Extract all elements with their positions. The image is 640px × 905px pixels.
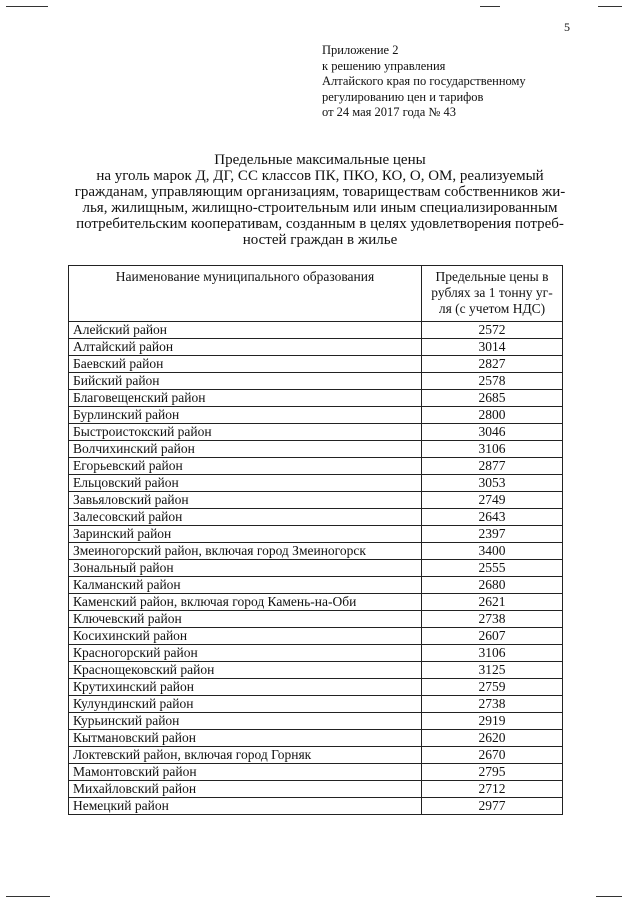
municipality-name: Кытмановский район	[69, 730, 422, 747]
max-price: 2795	[422, 764, 563, 781]
municipality-name: Благовещенский район	[69, 390, 422, 407]
table-row	[69, 679, 563, 696]
max-price: 3400	[422, 543, 563, 560]
max-price: 2759	[422, 679, 563, 696]
max-price: 2712	[422, 781, 563, 798]
municipality-name: Алтайский район	[69, 339, 422, 356]
municipality-name: Быстроистокский район	[69, 424, 422, 441]
appendix-header	[322, 43, 526, 121]
title-line: гражданам, управляющим организациям, товариществам собственников жи-	[74, 184, 566, 200]
title-line: ностей граждан в жилье	[242, 232, 398, 248]
municipality-name: Калманский район	[69, 577, 422, 594]
appendix-line: Алтайского края по государственному	[322, 74, 526, 88]
price-table-body	[69, 322, 563, 815]
municipality-name: Кулундинский район	[69, 696, 422, 713]
municipality-name: Немецкий район	[69, 798, 422, 815]
municipality-name: Бурлинский район	[69, 407, 422, 424]
max-price: 2977	[422, 798, 563, 815]
max-price: 3014	[422, 339, 563, 356]
municipality-name: Завьяловский район	[69, 492, 422, 509]
scan-edge-mark	[598, 6, 622, 7]
municipality-name: Краснощековский район	[69, 662, 422, 679]
appendix-line: от 24 мая 2017 года № 43	[322, 105, 456, 119]
municipality-name: Ельцовский район	[69, 475, 422, 492]
table-row	[69, 594, 563, 611]
municipality-name: Мамонтовский район	[69, 764, 422, 781]
max-price: 2578	[422, 373, 563, 390]
municipality-name: Баевский район	[69, 356, 422, 373]
municipality-name: Бийский район	[69, 373, 422, 390]
table-header-row	[69, 266, 563, 322]
municipality-name: Егорьевский район	[69, 458, 422, 475]
table-row	[69, 441, 563, 458]
table-row	[69, 339, 563, 356]
header-price: Предельные цены в рублях за 1 тонну уг-ля (с учетом НДС)	[422, 266, 563, 322]
table-row	[69, 781, 563, 798]
max-price: 2738	[422, 611, 563, 628]
municipality-name: Курьинский район	[69, 713, 422, 730]
max-price: 2749	[422, 492, 563, 509]
table-row	[69, 543, 563, 560]
appendix-line: к решению управления	[322, 58, 446, 73]
document-title	[60, 152, 580, 248]
table-row	[69, 696, 563, 713]
max-price: 2827	[422, 356, 563, 373]
table-row	[69, 458, 563, 475]
max-price: 3046	[422, 424, 563, 441]
title-line: потребительским кооперативам, созданным в целях удовлетворения потреб-	[76, 216, 564, 232]
table-row	[69, 424, 563, 441]
table-row	[69, 390, 563, 407]
municipality-name: Каменский район, включая город Камень-на-Оби	[69, 594, 422, 611]
max-price: 2620	[422, 730, 563, 747]
municipality-name: Волчихинский район	[69, 441, 422, 458]
table-row	[69, 747, 563, 764]
max-price: 2800	[422, 407, 563, 424]
max-price: 2572	[422, 322, 563, 339]
scan-edge-mark	[6, 6, 48, 7]
table-row	[69, 322, 563, 339]
municipality-name: Заринский район	[69, 526, 422, 543]
title-line: лья, жилищным, жилищно-строительным или иным специализированным	[82, 200, 558, 216]
table-row	[69, 475, 563, 492]
page-number: 5	[564, 20, 570, 34]
table-row	[69, 628, 563, 645]
scan-edge-mark	[6, 896, 50, 897]
table-row	[69, 560, 563, 577]
table-row	[69, 662, 563, 679]
max-price: 2607	[422, 628, 563, 645]
table-row	[69, 798, 563, 815]
scan-edge-mark	[480, 6, 500, 7]
municipality-name: Косихинский район	[69, 628, 422, 645]
municipality-name: Залесовский район	[69, 509, 422, 526]
municipality-name: Алейский район	[69, 322, 422, 339]
max-price: 2877	[422, 458, 563, 475]
table-row	[69, 645, 563, 662]
max-price: 2680	[422, 577, 563, 594]
max-price: 2670	[422, 747, 563, 764]
max-price: 2919	[422, 713, 563, 730]
table-row	[69, 611, 563, 628]
municipality-name: Михайловский район	[69, 781, 422, 798]
max-price: 2621	[422, 594, 563, 611]
table-row	[69, 713, 563, 730]
table-row	[69, 577, 563, 594]
appendix-line: регулированию цен и тарифов	[322, 89, 484, 104]
table-row	[69, 492, 563, 509]
max-price: 2685	[422, 390, 563, 407]
title-line: Предельные максимальные цены	[214, 152, 426, 168]
scan-edge-mark	[596, 896, 622, 897]
max-price: 3106	[422, 645, 563, 662]
municipality-name: Змеиногорский район, включая город Змеиногорск	[69, 543, 422, 560]
header-name: Наименование муниципального образования	[69, 266, 422, 322]
municipality-name: Красногорский район	[69, 645, 422, 662]
municipality-name: Ключевский район	[69, 611, 422, 628]
municipality-name: Зональный район	[69, 560, 422, 577]
table-row	[69, 526, 563, 543]
table-row	[69, 764, 563, 781]
table-row	[69, 373, 563, 390]
municipality-name: Локтевский район, включая город Горняк	[69, 747, 422, 764]
title-line: на уголь марок Д, ДГ, СС классов ПК, ПКО, КО, О, ОМ, реализуемый	[96, 168, 544, 184]
table-row	[69, 509, 563, 526]
table-row	[69, 407, 563, 424]
max-price: 2643	[422, 509, 563, 526]
table-row	[69, 356, 563, 373]
max-price: 2397	[422, 526, 563, 543]
appendix-line: Приложение 2	[322, 43, 399, 57]
max-price: 2555	[422, 560, 563, 577]
table-row	[69, 730, 563, 747]
price-table	[68, 265, 563, 815]
municipality-name: Крутихинский район	[69, 679, 422, 696]
max-price: 3106	[422, 441, 563, 458]
max-price: 3125	[422, 662, 563, 679]
max-price: 3053	[422, 475, 563, 492]
max-price: 2738	[422, 696, 563, 713]
